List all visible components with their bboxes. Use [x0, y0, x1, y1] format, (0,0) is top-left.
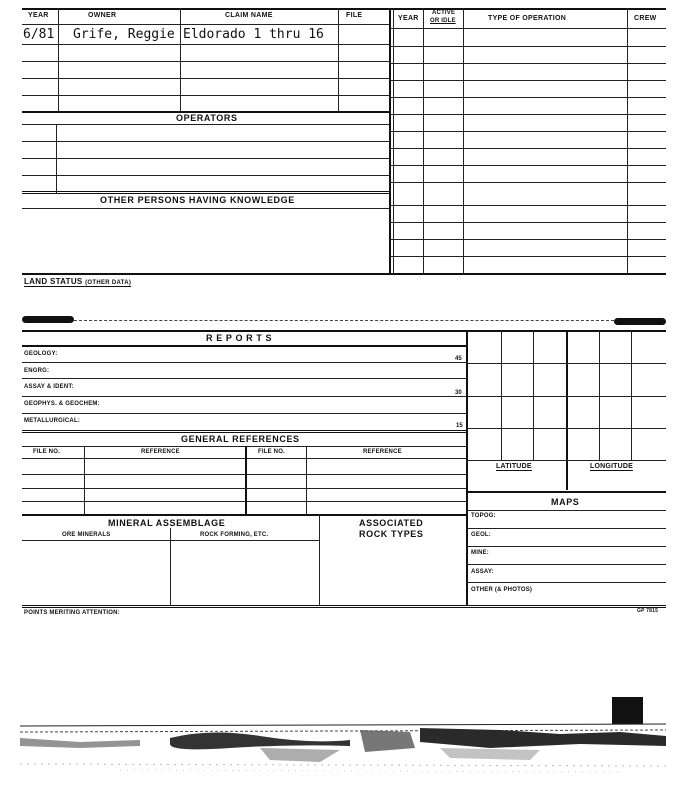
mineral-ore-header: ORE MINERALS: [62, 532, 111, 538]
claim-entry-year: 6/81: [23, 27, 55, 42]
mineral-rock-header: ROCK FORMING, ETC.: [200, 532, 269, 538]
ops-active-header-2: OR IDLE: [430, 18, 456, 24]
mineral-title: MINERAL ASSEMBLAGE: [108, 518, 226, 528]
reports-metallurgical-num: 15: [456, 423, 463, 429]
mineral-assoc-2: ROCK TYPES: [359, 529, 424, 539]
form-number: GP 7815: [637, 608, 659, 614]
gr-file-no-2: FILE NO.: [258, 449, 285, 455]
maps-geol: GEOL:: [471, 532, 491, 538]
reports-geology: GEOLOGY:: [24, 351, 58, 357]
latitude-label: LATITUDE: [496, 463, 532, 470]
claims-name-header: CLAIM NAME: [225, 12, 273, 19]
reports-metallurgical: METALLURGICAL:: [24, 418, 81, 424]
longitude-label: LONGITUDE: [590, 463, 634, 470]
reports-geology-num: 45: [455, 356, 462, 362]
scan-noise-band: [20, 718, 666, 778]
knowledge-title: OTHER PERSONS HAVING KNOWLEDGE: [100, 195, 295, 205]
claim-entry-name: Eldorado 1 thru 16: [183, 27, 324, 42]
operators-title: OPERATORS: [176, 113, 238, 123]
ink-mark-left: [22, 316, 74, 323]
gr-file-no-1: FILE NO.: [33, 449, 60, 455]
claims-year-header: YEAR: [28, 12, 49, 19]
reports-engrg: ENGRG:: [24, 368, 50, 374]
ops-year-header: YEAR: [398, 15, 419, 22]
claims-file-header: FILE: [346, 12, 363, 19]
maps-topog: TOPOG:: [471, 513, 496, 519]
claims-owner-header: OWNER: [88, 12, 117, 19]
maps-assay: ASSAY:: [471, 569, 494, 575]
ops-active-header-1: ACTIVE: [432, 10, 456, 16]
mineral-assoc-1: ASSOCIATED: [359, 518, 424, 528]
gr-reference-1: REFERENCE: [141, 449, 180, 455]
land-status-title: LAND STATUS: [24, 277, 83, 286]
reports-assay: ASSAY & IDENT:: [24, 384, 74, 390]
claim-entry-owner: Grife, Reggie: [73, 27, 175, 42]
reports-geophys: GEOPHYS. & GEOCHEM:: [24, 401, 100, 407]
reports-title: R E P O R T S: [206, 333, 273, 343]
points-meriting-label: POINTS MERITING ATTENTION:: [24, 610, 120, 616]
ink-mark-right: [614, 318, 666, 325]
maps-other: OTHER (& PHOTOS): [471, 587, 533, 593]
general-references-title: GENERAL REFERENCES: [181, 434, 300, 444]
maps-title: MAPS: [551, 497, 580, 507]
ops-type-header: TYPE OF OPERATION: [488, 15, 567, 22]
gr-reference-2: REFERENCE: [363, 449, 402, 455]
maps-mine: MINE:: [471, 550, 489, 556]
ops-crew-header: CREW: [634, 15, 657, 22]
land-status-subtitle: (OTHER DATA): [85, 280, 132, 286]
land-status-label: [24, 277, 131, 287]
reports-assay-num: 30: [455, 390, 462, 396]
